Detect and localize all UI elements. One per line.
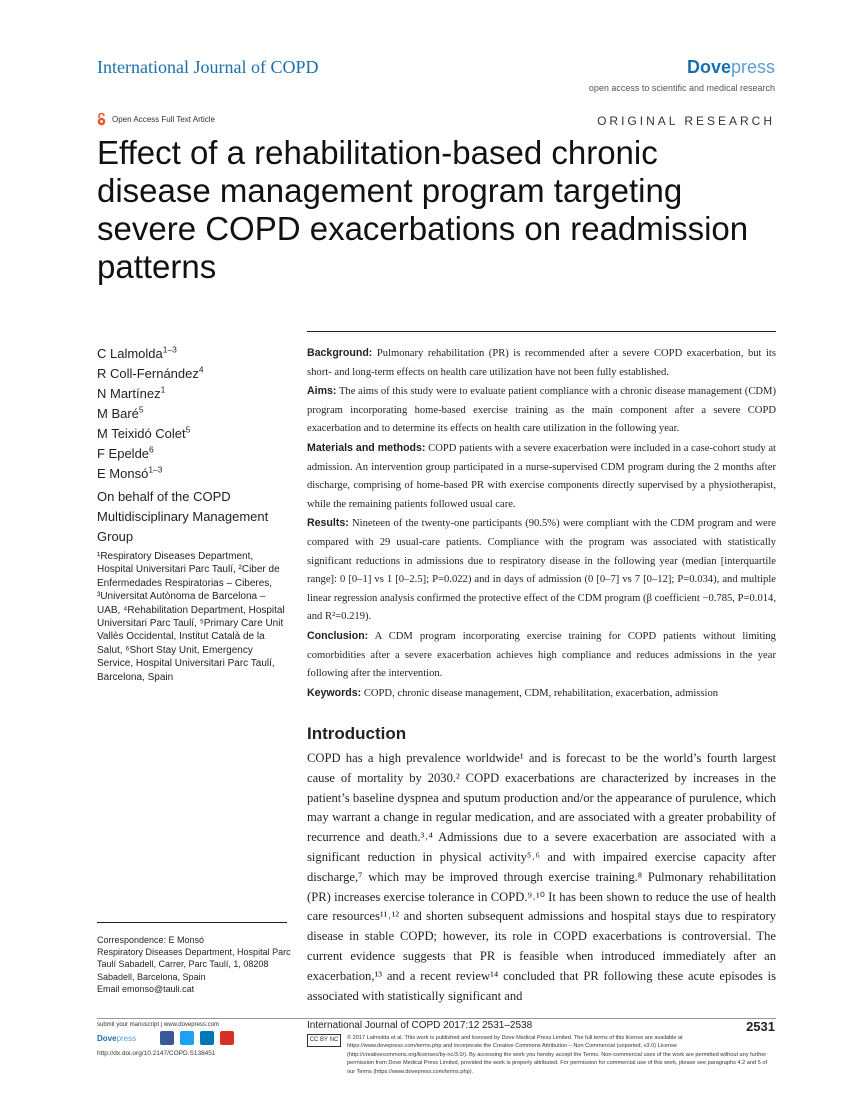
abstract-methods bbox=[307, 439, 776, 514]
author-name: R Coll-Fernández bbox=[97, 366, 199, 381]
intro-body bbox=[307, 749, 776, 1006]
divider bbox=[97, 922, 287, 923]
author-affil-ref: 4 bbox=[198, 364, 204, 375]
facebook-icon[interactable] bbox=[160, 1031, 174, 1045]
abstract-label: Conclusion: bbox=[307, 629, 369, 642]
correspondence-email: Email emonso@tauli.cat bbox=[97, 983, 195, 994]
page-number: 2531 bbox=[746, 1019, 775, 1034]
abstract-text: COPD, chronic disease management, CDM, rehabilitation, exacerbation, admission bbox=[363, 687, 719, 699]
footer-publisher-a: Dove bbox=[97, 1034, 117, 1043]
footer-publisher-b: press bbox=[116, 1034, 137, 1043]
abstract-label: Materials and methods: bbox=[307, 441, 426, 454]
author bbox=[97, 404, 287, 424]
abstract bbox=[307, 344, 776, 703]
correspondence bbox=[97, 934, 292, 995]
author-affil-ref: 1–3 bbox=[148, 464, 163, 475]
author-name: E Monsó bbox=[97, 466, 149, 481]
author-name: F Epelde bbox=[97, 446, 150, 461]
intro-paragraph: COPD has a high prevalence worldwide¹ and is forecast to be the world’s fourth largest cause of mortality by 2030.² COPD exacerbations are characterized by increases in the patient’s baseline dyspnea and sputum production and/or the appearance of purulence, which may warrant a change in regular medication, and are associated with a greater probability of recurrence and death.³˒⁴ Admissions due to a severe exacerbation are associated with a significant reduction in physical activity⁵˒⁶ and with impaired exercise capacity after discharge,⁷ which may be improved through exercise training.⁸ Pulmonary rehabilitation (PR) increases exercise tolerance in COPD.⁹˒¹⁰ It has been shown to reduce the use of health care resources¹¹˒¹² and shorten subsequent admissions and hospital stays due to respiratory disease in stable COPD; however, its role in COPD exacerbations is controversial. The current evidence suggests that PR is feasible when introduced immediately after an exacerbation,¹³ and a recent review¹⁴ concluded that PR following these acute episodes is associated with statistically significant and bbox=[307, 751, 776, 1003]
twitter-icon[interactable] bbox=[180, 1031, 194, 1045]
abstract-results bbox=[307, 514, 776, 627]
cc-license-icon: CC BY NC bbox=[307, 1034, 341, 1047]
abstract-label: Keywords: bbox=[307, 686, 362, 699]
author-name: N Martínez bbox=[97, 386, 161, 401]
author-affil-ref: 6 bbox=[149, 444, 154, 455]
author bbox=[97, 364, 287, 384]
license-text: © 2017 Lalmolda et al. This work is published and licensed by Dove Medical Press Limited. The full terms of this license are available at https://www.dovepress.com/terms.php and incorporate the Creative Commons Attribution – Non Commercial (unported, v3.0) License (http://creativecommons.org/licenses/by-nc/3.0/). By accessing the work you hereby accept the Terms. Non-commercial uses of the work are permitted without any further permission from Dove Medical Press Limited, provided the work is properly attributed. For permission for commercial use of this work, please see paragraphs 4.2 and 5 of our Terms (https://www.dovepress.com/terms.php). bbox=[347, 1035, 768, 1075]
article-title: Effect of a rehabilitation-based chronic disease management program targeting severe COPD exacerbations on readmission patterns bbox=[97, 134, 749, 285]
group-author: On behalf of the COPD Multidisciplinary Management Group bbox=[97, 489, 269, 544]
author-name: M Baré bbox=[97, 406, 139, 421]
publisher-name-b: press bbox=[730, 57, 775, 77]
publisher-name-a: Dove bbox=[686, 57, 731, 77]
abstract-text: Pulmonary rehabilitation (PR) is recommended after a severe COPD exacerbation, but its short- and long-term effects on health care utilization have not been fully established. bbox=[307, 348, 776, 378]
abstract-text: The aims of this study were to evaluate patient compliance with a chronic disease management (CDM) program incorporating home-based exercise training as the main component after a severe COPD exacerbation and to determine its effects on health care utilization in the following year. bbox=[307, 386, 776, 435]
submit-link[interactable]: submit your manuscript | www.dovepress.com bbox=[97, 1022, 219, 1028]
divider bbox=[97, 1018, 776, 1019]
citation: International Journal of COPD 2017:12 2531–2538 bbox=[307, 1020, 533, 1031]
author-name: M Teixidó Colet bbox=[97, 426, 186, 441]
abstract-label: Aims: bbox=[307, 385, 337, 398]
doi-link[interactable]: http://dx.doi.org/10.2147/COPD.S138451 bbox=[97, 1050, 216, 1057]
affiliations: ¹Respiratory Diseases Department, Hospital Universitari Parc Taulí, ²Ciber de Enfermedades Respiratorias – Ciberes, ³Universitat Autònoma de Barcelona – UAB, ⁴Rehabilitation Department, Hospital Universitari Parc Taulí, ⁵Primary Care Unit Vallès Occidental, Institut Català de la Salut, ⁶Short Stay Unit, Emergency Service, Hospital Universitari Parc Taulí, Barcelona, Spain bbox=[97, 551, 285, 683]
journal-title: International Journal of COPD bbox=[97, 57, 319, 77]
abstract-label: Background: bbox=[307, 347, 373, 359]
abstract-aims bbox=[307, 382, 776, 439]
abstract-keywords bbox=[307, 684, 776, 704]
social-links bbox=[160, 1031, 234, 1045]
author bbox=[97, 424, 287, 444]
author-affil-ref: 5 bbox=[138, 404, 144, 415]
publisher-logo bbox=[687, 57, 775, 78]
author-affil-ref: 5 bbox=[185, 424, 191, 435]
open-access-label: Open Access Full Text Article bbox=[112, 115, 216, 124]
youtube-icon[interactable] bbox=[220, 1031, 234, 1045]
section-heading: Introduction bbox=[307, 724, 407, 743]
author-affil-ref: 1 bbox=[160, 384, 166, 395]
license bbox=[307, 1034, 776, 1076]
abstract-text: A CDM program incorporating exercise training for COPD patients without limiting comorbidities after a severe exacerbation achieves high compliance and reduces admissions in the year following after the intervention. bbox=[307, 630, 776, 680]
author-list bbox=[97, 344, 287, 484]
publisher-tagline: open access to scientific and medical research bbox=[588, 83, 775, 93]
abstract-background bbox=[307, 344, 776, 382]
abstract-text: Nineteen of the twenty-one participants (90.5%) were compliant with the CDM program and were compared with 29 usual-care patients. Compliance with the program was associated with statistically significant reductions in admissions due to respiratory disease in the following year (median [interquartile range]: 0 [0–1] vs 1 [0–2.5]; P=0.022) and in days of admission (0 [0–7] vs 7 [0–12]; P=0.034), and multiple linear regression analysis confirmed the protective effect of the CDM program (β coefficient −0.785, P=0.014, and R²=0.219). bbox=[307, 518, 776, 623]
abstract-conclusion bbox=[307, 627, 776, 684]
author bbox=[97, 384, 287, 404]
correspondence-label: Correspondence: E Monsó bbox=[97, 935, 205, 945]
author bbox=[97, 444, 287, 464]
correspondence-address: Respiratory Diseases Department, Hospital Parc Taulí Sabadell, Carrer, Parc Taulí, 1, 08208 Sabadell, Barcelona, Spain bbox=[97, 947, 291, 982]
linkedin-icon[interactable] bbox=[200, 1031, 214, 1045]
author bbox=[97, 464, 287, 484]
divider bbox=[307, 331, 776, 332]
open-access-badge bbox=[97, 113, 215, 126]
author-name: C Lalmolda bbox=[97, 346, 163, 361]
section-label: ORIGINAL RESEARCH bbox=[597, 114, 775, 128]
abstract-label: Results: bbox=[307, 517, 349, 530]
open-access-icon bbox=[97, 113, 106, 126]
author-affil-ref: 1–3 bbox=[162, 344, 177, 355]
footer-publisher-logo bbox=[97, 1034, 136, 1043]
author bbox=[97, 344, 287, 364]
abstract-text: COPD patients with a severe exacerbation were included in a case-cohort study at admission. An intervention group participated in a nurse-supervised CDM program during the 2 months after discharge, comprising of home-based PR with exercise components directly supervised by a physiotherapist, while the remaining patients followed usual care. bbox=[307, 442, 777, 510]
